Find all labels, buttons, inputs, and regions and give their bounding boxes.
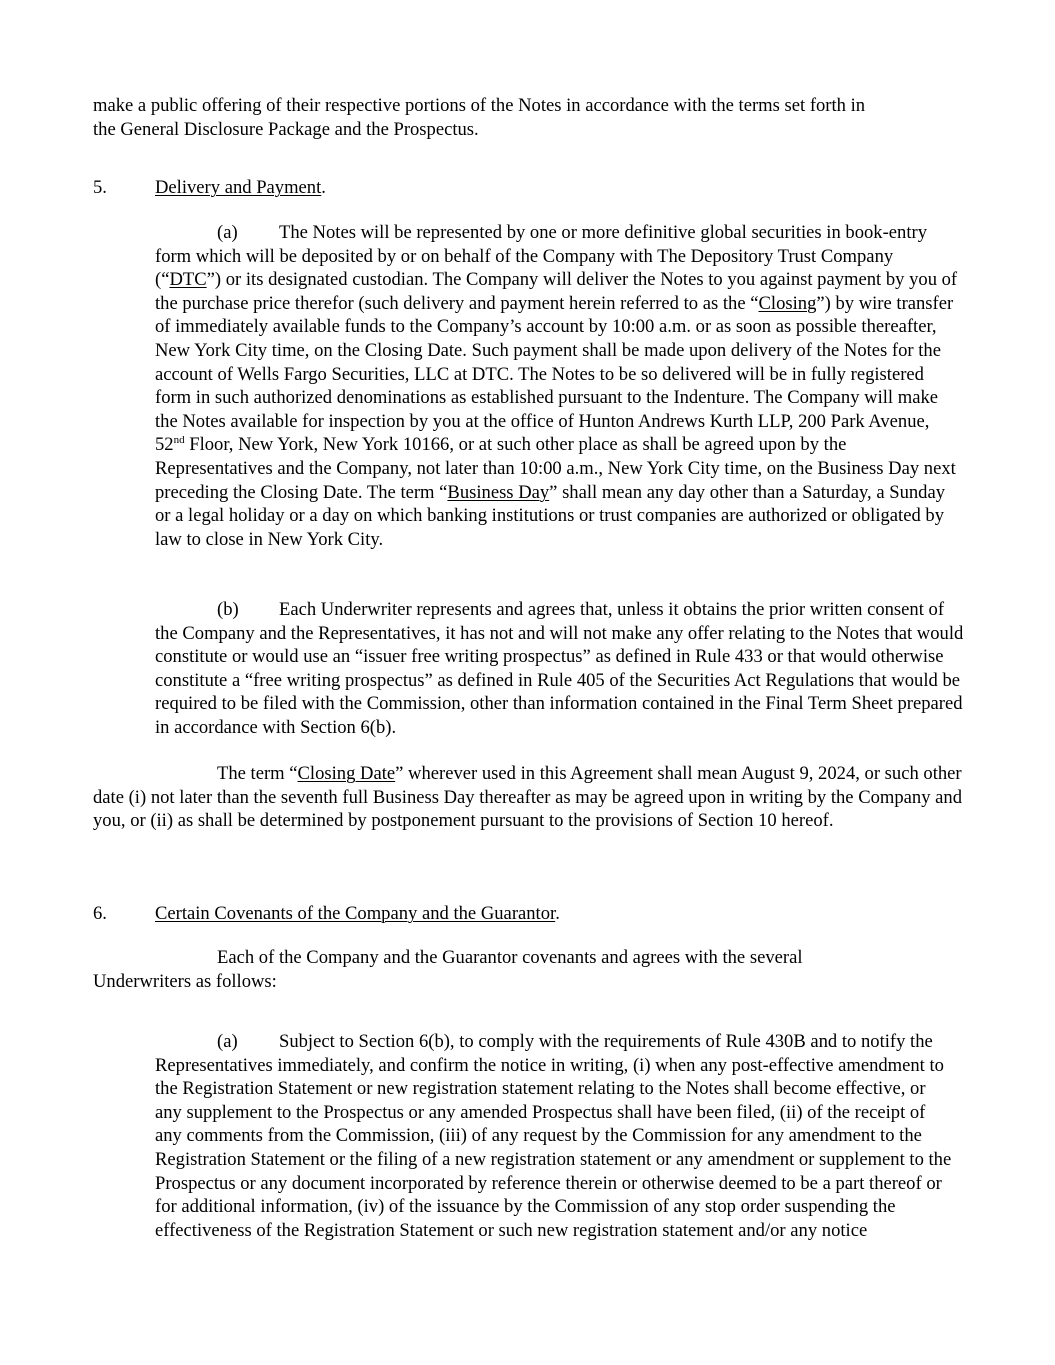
paragraph-5a-text-3: ”) by wire transfer of immediately available funds to the Company’s account by 10:00 a.m. or as soon as possible thereafter, New York City time, on the Closing Date. Such payment shall be made upon delivery of the Notes for the account of Wells Fargo Securities, LLC at DTC. The Notes to be so delivered will be in fully registered form in such authorized denominations as established pursuant to the Indenture. The Company will make the Notes available for inspection by you at the office of Hunton Andrews Kurth LLP, 200 Park Avenue, 52 xyxy=(155,292,954,456)
term-closing-date: Closing Date xyxy=(297,763,396,784)
paragraph-5a-text-4: Floor, New York, New York 10166, or at such other place as shall be agreed upon by the Representatives and the Company, not later than 10:00 a.m., New York City time, on the Business Day next preceding the Closing Date. The term “ xyxy=(155,434,956,503)
paragraph-5b-label: (b) xyxy=(217,599,239,620)
term-business-day: Business Day xyxy=(447,481,550,503)
paragraph-6a xyxy=(155,1030,955,1242)
term-closing: Closing xyxy=(758,292,817,314)
paragraph-6a-text: Subject to Section 6(b), to comply with the requirements of Rule 430B and to notify the Representatives immediately, and confirm the notice in writing, (i) when any post-effective amendment to the Registration Statement or new registration statement relating to the Notes shall become effective, or any supplement to the Prospectus or any amended Prospectus shall have been filed, (ii) of the receipt of any comments from the Commission, (iii) of any request by the Commission for any amendment to the Registration Statement or the filing of a new registration statement or any amendment or supplement to the Prospectus or any document incorporated by reference therein or otherwise deemed to be a part thereof or for additional information, (iv) of the issuance by the Commission of any stop order suspending the effectiveness of the Registration Statement or such new registration statement and/or any notice xyxy=(155,1031,952,1241)
closing-date-text-1: The term “ xyxy=(217,763,298,784)
section-6-intro xyxy=(93,946,883,993)
intro-paragraph xyxy=(93,94,973,141)
section-5-title: Delivery and Payment xyxy=(155,177,322,198)
paragraph-5b-text: Each Underwriter represents and agrees that, unless it obtains the prior written consent of the Company and the Representatives, it has not and will not make any offer relating to the Notes that would constitute or would use an “issuer free writing prospectus” as defined in Rule 433 or that would otherwise constitute a “free writing prospectus” as defined in Rule 405 of the Securities Act Regulations that would be required to be filed with the Commission, other than information contained in the Final Term Sheet prepared in accordance with Section 6(b). xyxy=(155,599,964,738)
paragraph-5a-text-1: The Notes will be represented by one or more definitive global securities in book-entry form which will be deposited by or on behalf of the Company with The Depository Trust Company (“ xyxy=(155,222,928,291)
section-5-heading xyxy=(93,176,973,200)
paragraph-5a xyxy=(155,221,960,551)
paragraph-5a-text-5: ” shall mean any day other than a Saturday, a Sunday or a legal holiday or a day on which banking institutions or trust companies are authorized or obligated by law to close in New York City. xyxy=(155,481,946,550)
section-6-intro-text: Each of the Company and the Guarantor covenants and agrees with the several Underwriters as follows: xyxy=(93,947,803,992)
paragraph-6a-label: (a) xyxy=(217,1031,238,1052)
section-6-number: 6. xyxy=(93,903,107,924)
section-6-title-period: . xyxy=(555,903,560,924)
paragraph-5a-label: (a) xyxy=(217,222,238,243)
closing-date-paragraph xyxy=(93,762,965,833)
section-5-number: 5. xyxy=(93,177,107,198)
intro-line-1: make a public offering of their respective portions of the Notes in accordance with the terms set forth in xyxy=(93,95,866,116)
section-5-title-period: . xyxy=(321,177,326,198)
paragraph-5a-text-2: ”) or its designated custodian. The Company will deliver the Notes to you against payment by you of the purchase price therefor (such delivery and payment herein referred to as the “ xyxy=(155,269,958,314)
term-dtc: DTC xyxy=(169,269,207,291)
intro-line-2: the General Disclosure Package and the Prospectus. xyxy=(93,118,479,140)
superscript-nd: nd xyxy=(173,434,185,447)
section-6-title: Certain Covenants of the Company and the Guarantor xyxy=(155,903,556,924)
section-6-heading xyxy=(93,902,973,926)
paragraph-5b xyxy=(155,598,965,740)
closing-date-text-2: ” wherever used in this Agreement shall mean August 9, 2024, or such other date (i) not later than the seventh full Business Day thereafter as may be agreed upon in writing by the Company and you, or (ii) as shall be determined by postponement pursuant to the provisions of Section 10 hereof. xyxy=(93,763,963,832)
